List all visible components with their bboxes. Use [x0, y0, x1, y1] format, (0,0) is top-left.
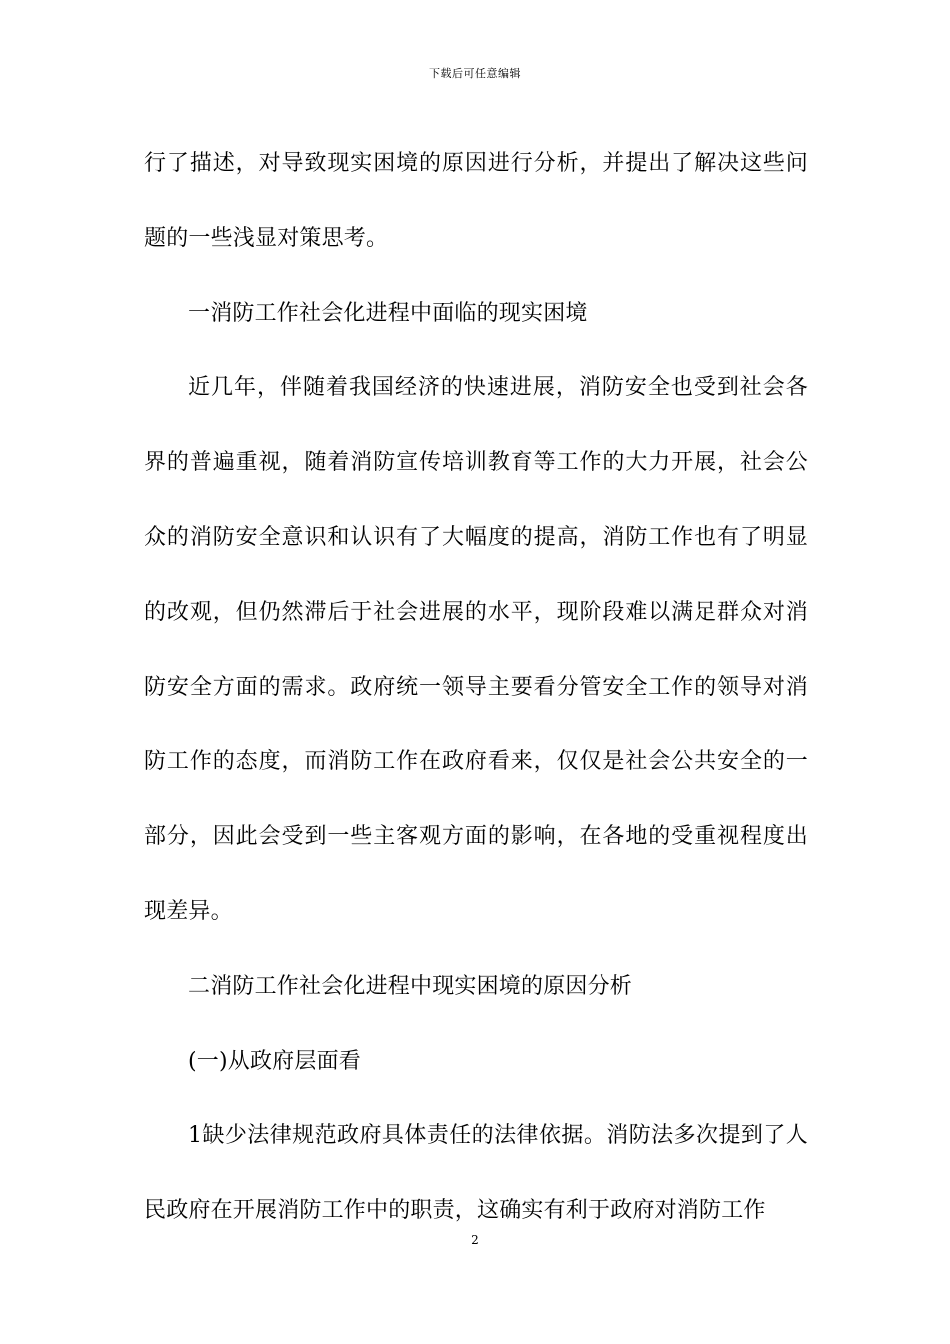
section-heading-2: 二消防工作社会化进程中现实困境的原因分析	[188, 973, 633, 999]
paragraph-item-1: 1缺少法律规范政府具体责任的法律依据。消防法多次提到了人民政府在开展消防工作中的职责，这确实有利于政府对消防工作	[144, 1123, 808, 1224]
section-heading-1: 一消防工作社会化进程中面临的现实困境	[188, 300, 588, 326]
paragraph-continuation: 行了描述，对导致现实困境的原因进行分析，并提出了解决这些问题的一些浅显对策思考。	[144, 151, 808, 251]
page-number: 2	[471, 1233, 479, 1247]
document-body	[144, 127, 808, 1249]
subsection-heading: (一)从政府层面看	[188, 1048, 361, 1074]
paragraph-body: 近几年，伴随着我国经济的快速进展，消防安全也受到社会各界的普遍重视，随着消防宣传培训教育等工作的大力开展，社会公众的消防安全意识和认识有了大幅度的提高，消防工作也有了明显的改观，但仍然滞后于社会进展的水平，现阶段难以满足群众对消防安全方面的需求。政府统一领导主要看分管安全工作的领导对消防工作的态度，而消防工作在政府看来，仅仅是社会公共安全的一部分，因此会受到一些主客观方面的影响，在各地的受重视程度出现差异。	[144, 375, 808, 924]
page-header: 下载后可任意编辑	[429, 67, 521, 80]
